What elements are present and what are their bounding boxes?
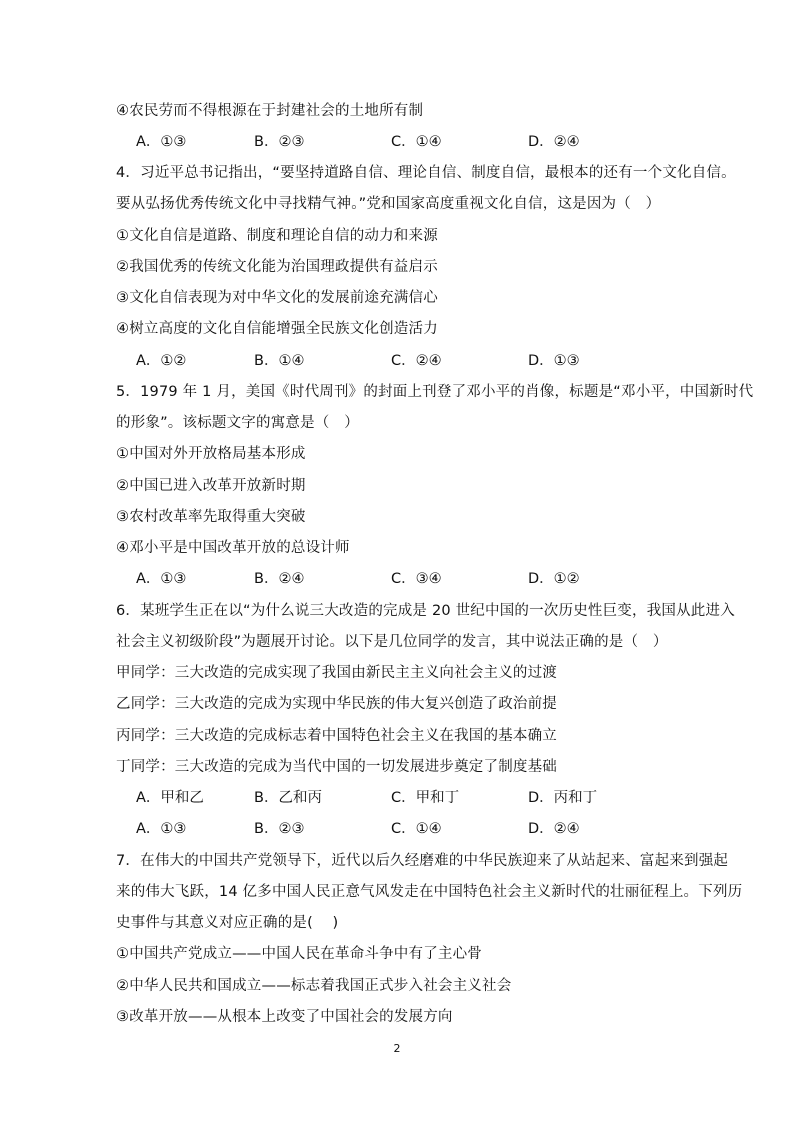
q7-stem-line-3: 史事件与其意义对应正确的是( ) [116, 915, 339, 931]
q3-option-b: B．②③ [254, 134, 305, 150]
q7-statement-2: ②中华人民共和国成立——标志着我国正式步入社会主义社会 [116, 978, 512, 994]
q3-option-c: C．①④ [391, 134, 442, 150]
q6-option-c: C．甲和丁 [391, 790, 460, 806]
q5-option-b: B．②④ [254, 571, 305, 587]
q5-stem-line-2: 的形象”。该标题文字的寓意是（ ） [116, 415, 359, 431]
q6-stem-line-2: 社会主义初级阶段”为题展开讨论。以下是几位同学的发言，其中说法正确的是（ ） [116, 634, 668, 650]
q6-option-d: D．丙和丁 [528, 790, 598, 806]
q6-option-a: A．甲和乙 [136, 790, 204, 806]
q5-option-c: C．③④ [391, 571, 442, 587]
q6-statement-yi: 乙同学：三大改造的完成为实现中华民族的伟大复兴创造了政治前提 [116, 696, 557, 712]
q6-option-d2: D．②④ [528, 821, 580, 837]
q6-option-c2: C．①④ [391, 821, 442, 837]
q6-option-b: B．乙和丙 [254, 790, 322, 806]
q7-statement-3: ③改革开放——从根本上改变了中国社会的发展方向 [116, 1009, 453, 1025]
q5-statement-1: ①中国对外开放格局基本形成 [116, 446, 306, 462]
q7-stem-line-2: 来的伟大飞跃，14 亿多中国人民正意气风发走在中国特色社会主义新时代的壮丽征程上。下列历 [116, 884, 743, 900]
q5-statement-3: ③农村改革率先取得重大突破 [116, 509, 306, 525]
q3-option-d: D．②④ [528, 134, 580, 150]
page-number: 2 [393, 1042, 401, 1055]
q4-option-b: B．①④ [254, 353, 305, 369]
q5-stem-line-1: 5．1979 年 1 月，美国《时代周刊》的封面上刊登了邓小平的肖像，标题是“邓小平，中国新时代 [116, 384, 754, 400]
q4-statement-1: ①文化自信是道路、制度和理论自信的动力和来源 [116, 228, 438, 244]
q3-statement-4: ④农民劳而不得根源在于封建社会的土地所有制 [116, 103, 424, 119]
q4-statement-3: ③文化自信表现为对中华文化的发展前途充满信心 [116, 290, 438, 306]
q4-stem-line-2: 要从弘扬优秀传统文化中寻找精气神。”党和国家高度重视文化自信，这是因为（ ） [116, 196, 661, 212]
q6-statement-ding: 丁同学：三大改造的完成为当代中国的一切发展进步奠定了制度基础 [116, 759, 557, 775]
q6-statement-jia: 甲同学：三大改造的完成实现了我国由新民主主义向社会主义的过渡 [116, 665, 557, 681]
q6-stem-line-1: 6．某班学生正在以“为什么说三大改造的完成是 20 世纪中国的一次历史性巨变，我国从此进入 [116, 603, 735, 619]
q3-option-a: A．①③ [136, 134, 187, 150]
q4-option-a: A．①② [136, 353, 187, 369]
q7-stem-line-1: 7．在伟大的中国共产党领导下，近代以后久经磨难的中华民族迎来了从站起来、富起来到强起 [116, 853, 729, 869]
q4-stem-line-1: 4．习近平总书记指出，“要坚持道路自信、理论自信、制度自信，最根本的还有一个文化自信。 [116, 165, 736, 181]
q5-option-d: D．①② [528, 571, 580, 587]
q5-option-a: A．①③ [136, 571, 187, 587]
q4-statement-2: ②我国优秀的传统文化能为治国理政提供有益启示 [116, 259, 438, 275]
q6-statement-bing: 丙同学：三大改造的完成标志着中国特色社会主义在我国的基本确立 [116, 728, 557, 744]
q4-option-d: D．①③ [528, 353, 580, 369]
q7-statement-1: ①中国共产党成立——中国人民在革命斗争中有了主心骨 [116, 946, 482, 962]
q4-statement-4: ④树立高度的文化自信能增强全民族文化创造活力 [116, 321, 438, 337]
q4-option-c: C．②④ [391, 353, 442, 369]
q5-statement-2: ②中国已进入改革开放新时期 [116, 478, 306, 494]
q6-option-b2: B．②③ [254, 821, 305, 837]
q5-statement-4: ④邓小平是中国改革开放的总设计师 [116, 540, 350, 556]
q6-option-a2: A．①③ [136, 821, 187, 837]
